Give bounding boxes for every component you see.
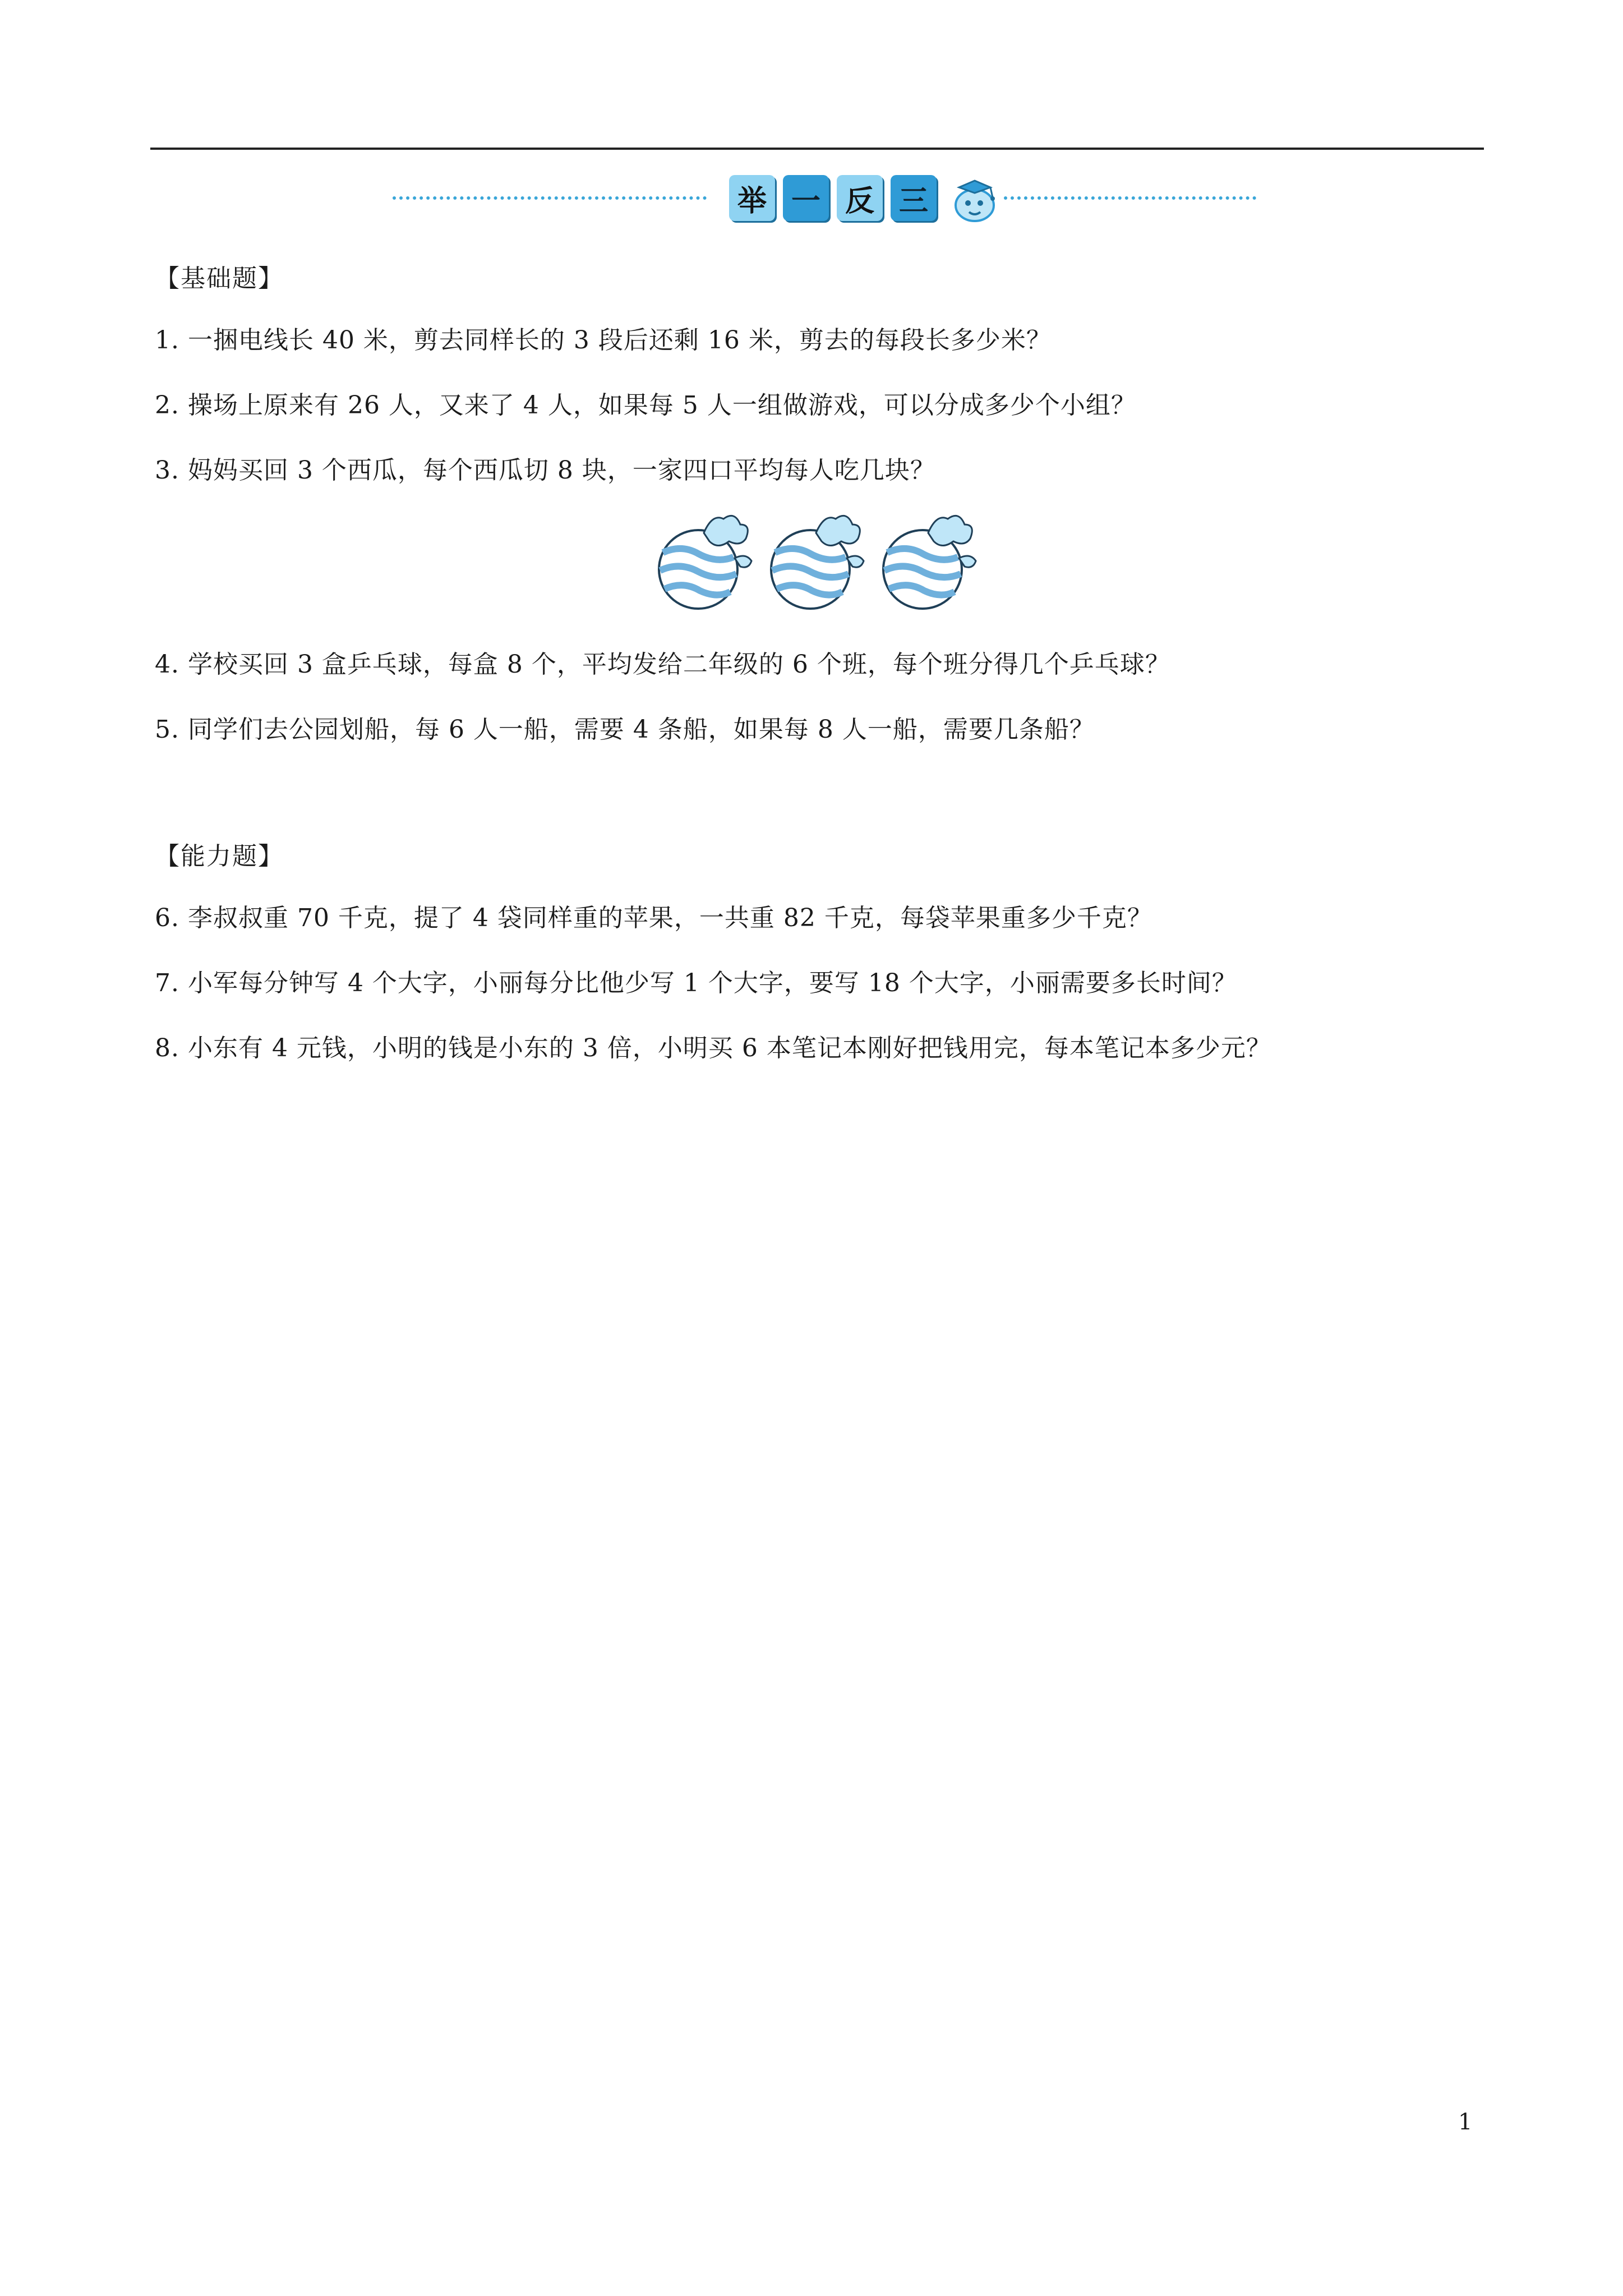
banner-char-2: 一 [783,175,829,221]
section-banner [393,168,1256,230]
banner-dotted-line-left [393,196,707,200]
banner-title [729,175,937,222]
question-5: 5. 同学们去公园划船，每 6 人一船，需要 4 条船，如果每 8 人一船，需要几条船？ [155,715,1095,744]
question-3: 3. 妈妈买回 3 个西瓜，每个西瓜切 8 块，一家四口平均每人吃几块？ [155,456,935,485]
question-4: 4. 学校买回 3 盒乒乓球，每盒 8 个，平均发给二年级的 6 个班，每个班分得几个乒乓球？ [155,650,1170,679]
banner-char-3: 反 [837,175,883,221]
mascot-icon [948,171,1002,227]
header-rule [150,148,1484,150]
question-7: 7. 小军每分钟写 4 个大字，小丽每分比他少写 1 个大字，要写 18 个大字，小丽需要多长时间？ [155,969,1237,997]
banner-char-1: 举 [729,175,775,221]
watermelon-icon [659,516,751,609]
page-number: 1 [1458,2109,1473,2135]
question-6: 6. 李叔叔重 70 千克，提了 4 袋同样重的苹果，一共重 82 千克，每袋苹果重多少千克？ [155,904,1152,932]
section-basic-title: 【基础题】 [155,264,284,293]
banner-char-4: 三 [891,175,937,221]
banner-dotted-line-right [1004,196,1256,200]
section-ability-title: 【能力题】 [155,842,284,871]
question-2: 2. 操场上原来有 26 人，又来了 4 人，如果每 5 人一组做游戏，可以分成多少个小组？ [155,391,1136,420]
question-1: 1. 一捆电线长 40 米，剪去同样长的 3 段后还剩 16 米，剪去的每段长多少米？ [155,326,1052,355]
watermelon-icon [771,516,864,609]
question-8: 8. 小东有 4 元钱，小明的钱是小东的 3 倍，小明买 6 本笔记本刚好把钱用完，每本笔记本多少元？ [155,1034,1271,1062]
watermelon-illustration [651,508,987,614]
watermelon-icon [883,516,976,609]
